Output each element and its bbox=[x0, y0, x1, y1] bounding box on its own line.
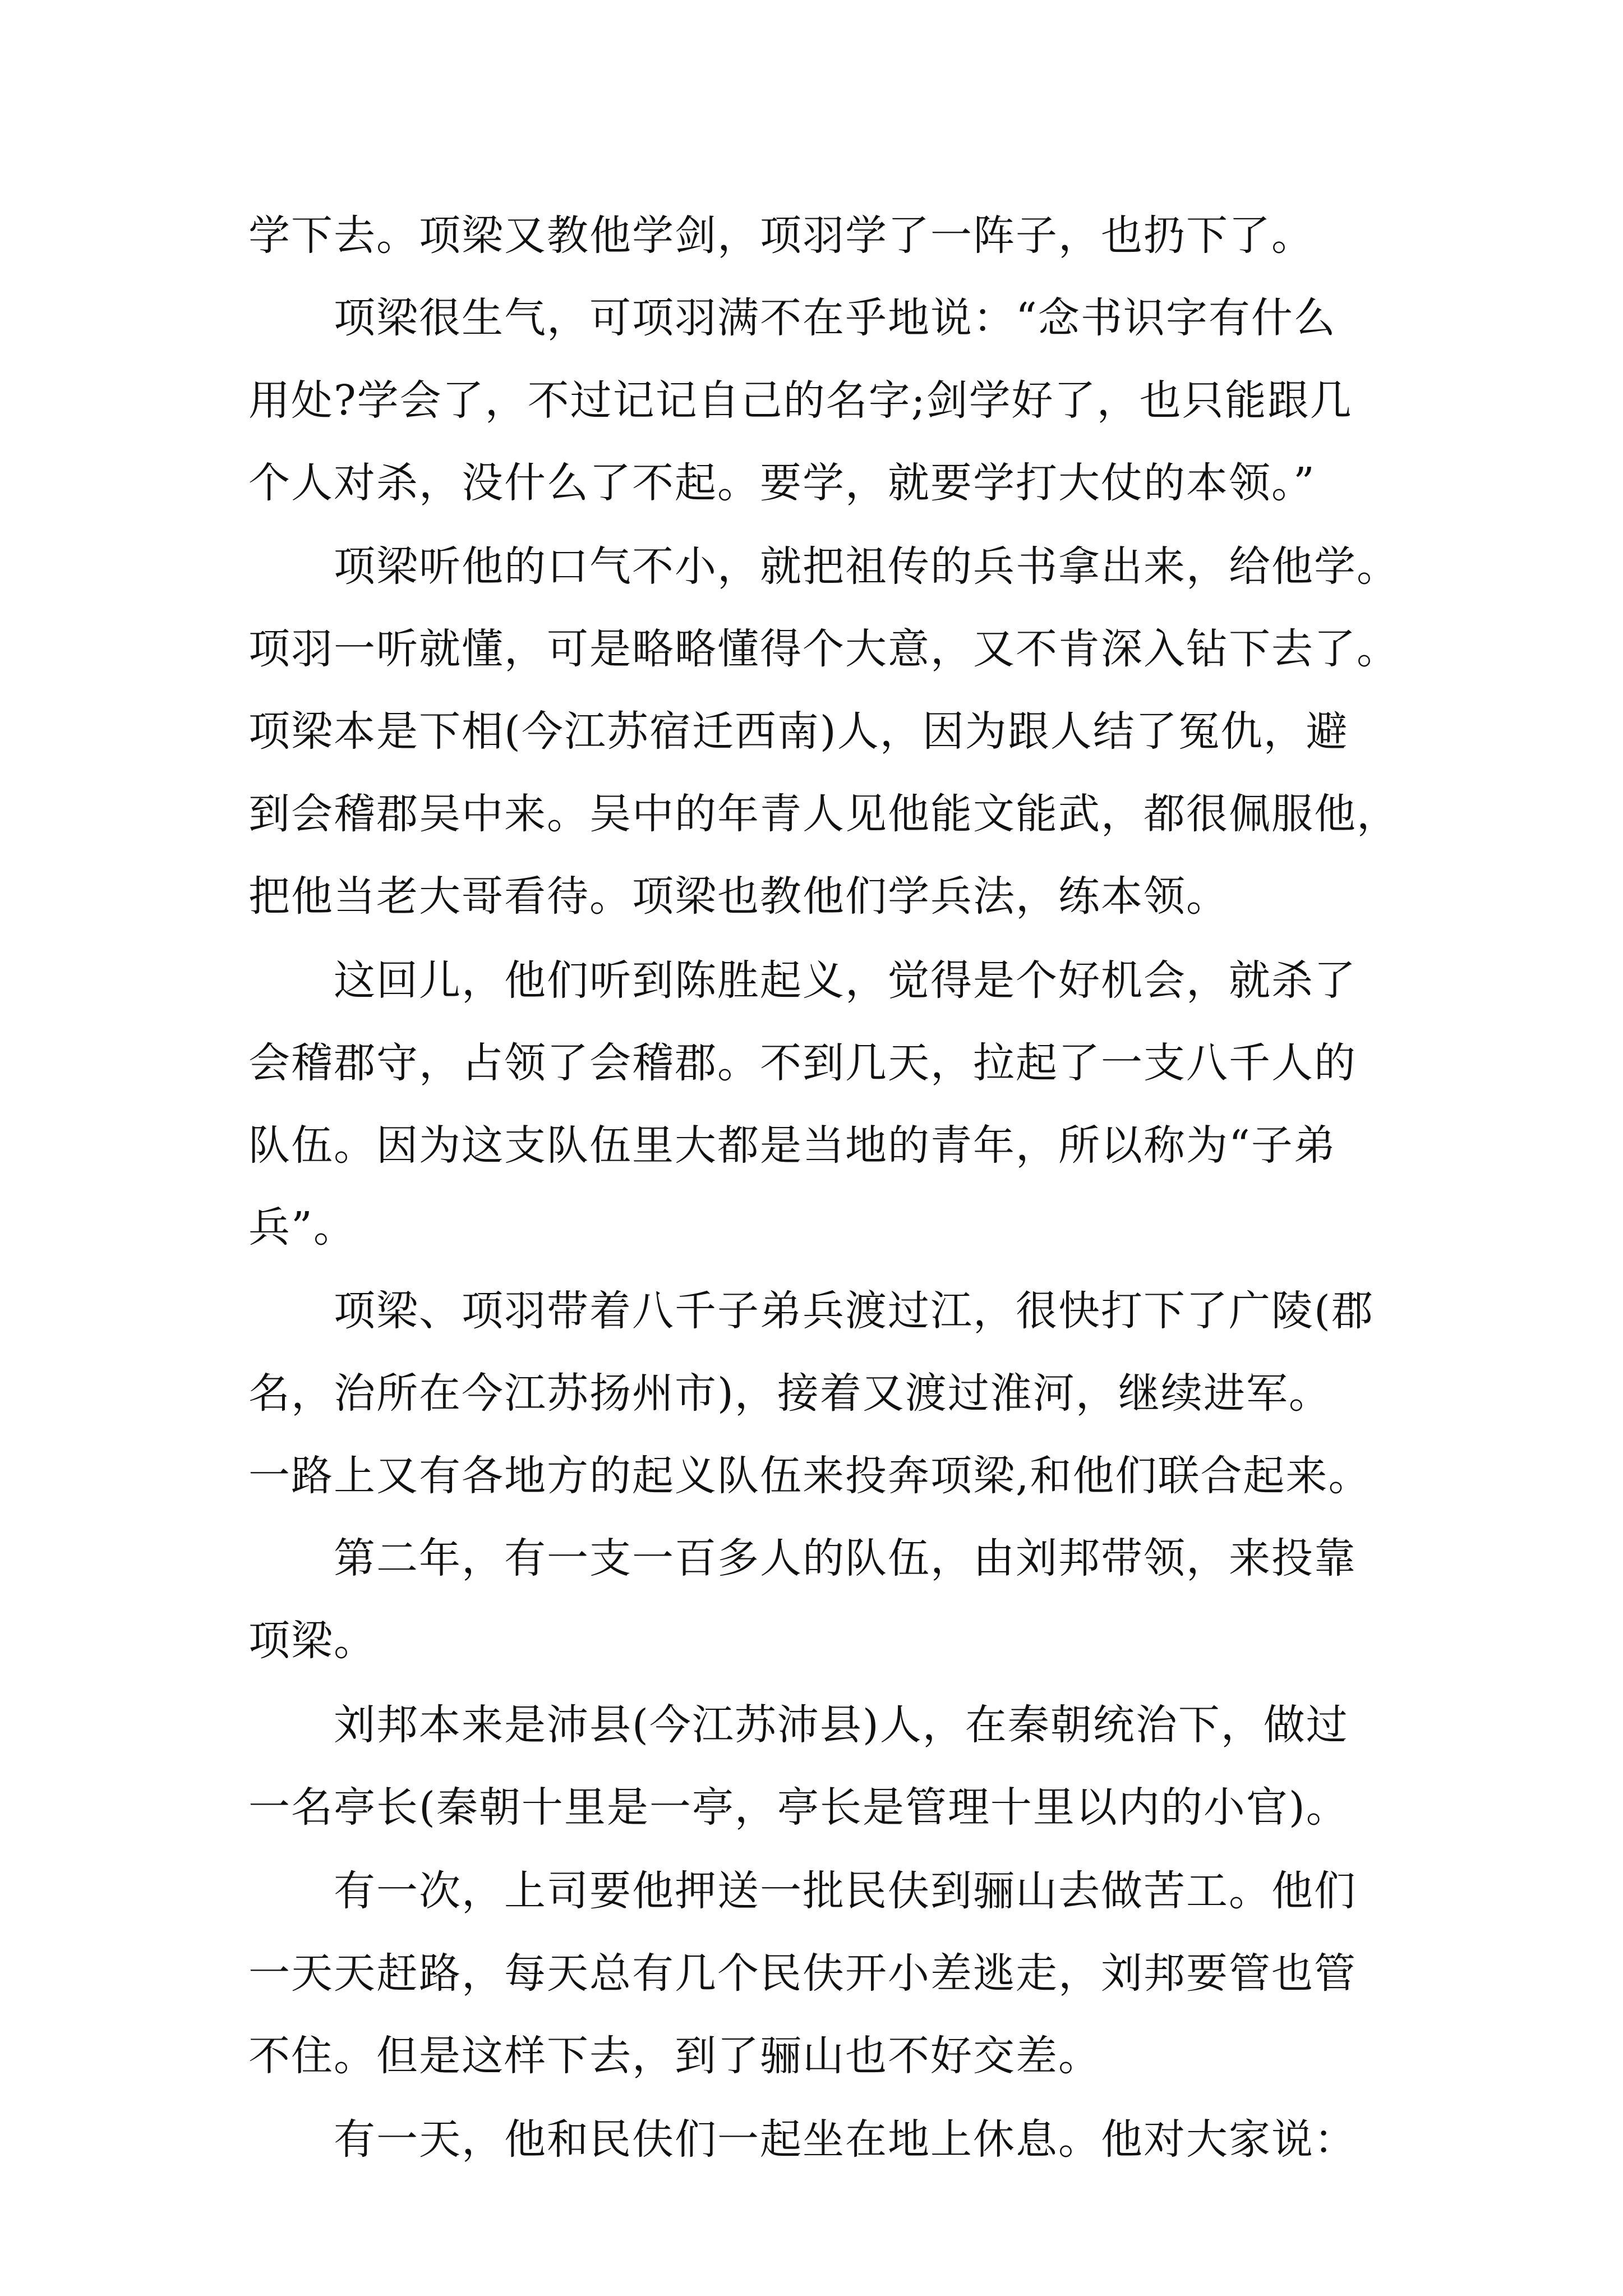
text-line: 到会稽郡吴中来。吴中的年青人见他能文能武，都很佩服他， bbox=[248, 790, 1399, 838]
text-line: 把他当老大哥看待。项梁也教他们学兵法，练本领。 bbox=[248, 872, 1229, 921]
text-line: 第二年，有一支一百多人的队伍，由刘邦带领，来投靠 bbox=[334, 1534, 1357, 1582]
text-line: 这回儿，他们听到陈胜起义，觉得是个好机会，就杀了 bbox=[334, 956, 1357, 1005]
text-line: 项梁。 bbox=[248, 1617, 376, 1665]
text-line: 一天天赶路，每天总有几个民伕开小差逃走，刘邦要管也管 bbox=[248, 1949, 1357, 1998]
text-line: 有一次，上司要他押送一批民伕到骊山去做苦工。他们 bbox=[334, 1867, 1357, 1915]
text-line: 项梁很生气，可项羽满不在乎地说：“念书识字有什么 bbox=[334, 294, 1336, 342]
text-line: 用处?学会了，不过记记自己的名字;剑学好了，也只能跟几 bbox=[248, 376, 1353, 425]
text-line: 项梁、项羽带着八千子弟兵渡过江，很快打下了广陵(郡 bbox=[334, 1287, 1374, 1335]
text-line: 队伍。因为这支队伍里大都是当地的青年，所以称为“子弟 bbox=[248, 1121, 1336, 1170]
text-line: 有一天，他和民伕们一起坐在地上休息。他对大家说： bbox=[334, 2115, 1357, 2164]
text-line: 项梁听他的口气不小，就把祖传的兵书拿出来，给他学。 bbox=[334, 542, 1399, 591]
text-line: 会稽郡守，占领了会稽郡。不到几天，拉起了一支八千人的 bbox=[248, 1039, 1357, 1087]
text-line: 项梁本是下相(今江苏宿迁西南)人，因为跟人结了冤仇，避 bbox=[248, 707, 1349, 756]
text-line: 个人对杀，没什么了不起。要学，就要学打大仗的本领。” bbox=[248, 459, 1316, 507]
text-line: 名，治所在今江苏扬州市)，接着又渡过淮河，继续进军。 bbox=[248, 1369, 1331, 1418]
text-line: 一名亭长(秦朝十里是一亭，亭长是管理十里以内的小官)。 bbox=[248, 1783, 1349, 1832]
text-line: 兵”。 bbox=[248, 1203, 356, 1251]
text-line: 刘邦本来是沛县(今江苏沛县)人，在秦朝统治下，做过 bbox=[334, 1701, 1349, 1749]
text-line: 不住。但是这样下去，到了骊山也不好交差。 bbox=[248, 2032, 1101, 2080]
text-line: 一路上又有各地方的起义队伍来投奔项梁,和他们联合起来。 bbox=[248, 1452, 1371, 1500]
text-line: 学下去。项梁又教他学剑，项羽学了一阵子，也扔下了。 bbox=[248, 211, 1314, 260]
text-line: 项羽一听就懂，可是略略懂得个大意，又不肯深入钻下去了。 bbox=[248, 625, 1399, 673]
